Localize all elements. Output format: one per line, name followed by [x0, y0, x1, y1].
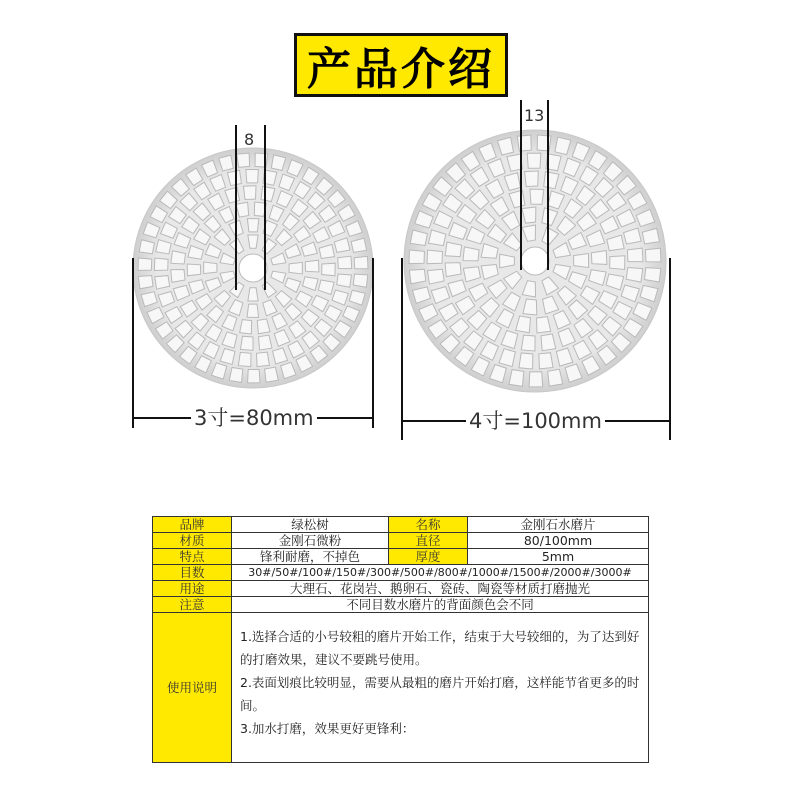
pad-segment [248, 288, 258, 301]
page-title: 产品介绍 [307, 44, 495, 95]
pad-segment [409, 269, 425, 284]
thickness-label: 厚度 [389, 549, 468, 565]
pad-segment [427, 269, 444, 284]
disc-80mm-image [133, 148, 373, 388]
table-row [153, 517, 649, 533]
instruction-item: 1.选择合适的小号较粗的磨片开始工作，结束于大号较细的，为了达到好的打磨效果，建议不要跳号使用。 [240, 629, 640, 667]
pad-segment [322, 263, 336, 276]
pad-segment [409, 250, 424, 264]
diameter-label: 直径 [389, 533, 468, 549]
pad-segment [548, 369, 563, 386]
material-value: 金刚石微粉 [232, 533, 389, 549]
pad-segment [289, 262, 302, 274]
pad-segment [427, 250, 442, 264]
feature-value: 锋利耐磨，不掉色 [232, 549, 389, 565]
pad-segment [247, 304, 259, 317]
pad-segment [626, 268, 643, 283]
instructions-content [232, 613, 649, 763]
size-label-large: 4寸=100mm [466, 409, 605, 433]
pad-segment [500, 254, 515, 268]
disc-100mm-image [404, 130, 666, 392]
pad-segment [519, 353, 533, 369]
diameter-value: 80/100mm [468, 533, 649, 549]
pad-segment [445, 242, 462, 256]
grit-label: 目数 [153, 565, 232, 581]
table-row [153, 533, 649, 549]
instruction-item: 3.加水打磨，效果更好更锋利： [240, 721, 415, 736]
pad-segment [171, 270, 185, 283]
pad-segment [204, 262, 217, 274]
pad-segment [539, 353, 553, 369]
feature-label: 特点 [153, 549, 232, 565]
pad-segment [248, 369, 260, 382]
pad-segment [463, 247, 479, 261]
pad-segment [257, 352, 270, 366]
pad-segment [529, 372, 543, 387]
table-row [153, 597, 649, 613]
pad-segment [171, 251, 186, 264]
pad-segment [353, 274, 368, 287]
pad-segment [337, 274, 352, 287]
use-label: 用途 [153, 581, 232, 597]
pad-segment [187, 264, 201, 276]
pad-segment [644, 268, 660, 282]
pad-segment [338, 256, 352, 268]
pad-segment [229, 367, 243, 382]
brand-label: 品牌 [153, 517, 232, 533]
pad-segment [574, 254, 589, 268]
pad-segment [530, 189, 544, 204]
pad-segment [305, 260, 319, 272]
instructions-label: 使用说明 [153, 613, 232, 763]
spec-table [152, 516, 649, 763]
pad-segment [237, 153, 250, 167]
name-label: 名称 [389, 517, 468, 533]
thickness-label-small: 8 [244, 130, 255, 149]
table-row [153, 549, 649, 565]
brand-value: 绿松树 [232, 517, 389, 533]
pad-segment [248, 235, 258, 248]
pad-segment [154, 258, 168, 270]
table-row [153, 565, 649, 581]
pad-segment [509, 370, 524, 387]
pad-segment [645, 248, 661, 262]
pad-segment [591, 251, 607, 265]
pad-segment [238, 352, 251, 366]
pad-segment [265, 367, 279, 382]
grit-value: 30#/50#/100#/150#/300#/500#/800#/1000#/1500#/2000#/3000# [232, 565, 649, 581]
pad-segment [240, 336, 253, 350]
pad-segment [138, 276, 153, 289]
pad-segment [610, 256, 625, 270]
thickness-label-large: 13 [524, 106, 545, 125]
pad-segment [627, 248, 643, 262]
note-label: 注意 [153, 597, 232, 613]
pad-segment [240, 320, 252, 334]
table-row [153, 581, 649, 597]
pad-segment [155, 276, 170, 290]
pad-segment [243, 186, 256, 200]
pad-segment [138, 258, 152, 270]
pad-segment [517, 135, 531, 151]
size-label-small: 3寸=80mm [191, 406, 317, 430]
pad-segment [246, 169, 258, 182]
use-value: 大理石、花岗岩、鹅卵石、瓷砖、陶瓷等材质打磨抛光 [232, 581, 649, 597]
material-label: 材质 [153, 533, 232, 549]
table-row [153, 613, 649, 763]
pad-segment [445, 263, 461, 277]
instruction-item: 2.表面划痕比较明显，需要从最粗的磨片开始打磨，这样能节省更多的时间。 [240, 675, 640, 713]
name-value: 金刚石水磨片 [468, 517, 649, 533]
thickness-value: 5mm [468, 549, 649, 565]
pad-segment [521, 335, 535, 351]
note-value: 不同目数水磨片的背面颜色会不同 [232, 597, 649, 613]
pad-segment [247, 219, 259, 232]
pad-segment [354, 256, 368, 268]
pad-segment [527, 153, 541, 168]
pad-segment [525, 171, 539, 186]
